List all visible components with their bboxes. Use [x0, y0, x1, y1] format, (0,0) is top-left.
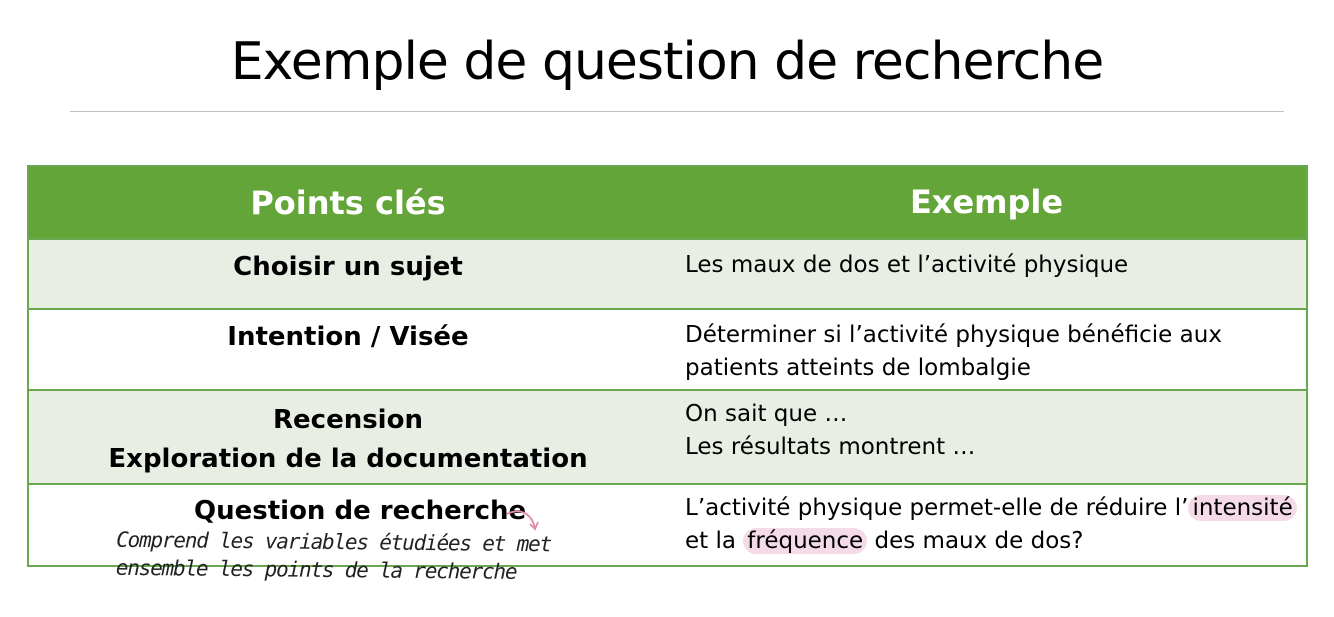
annotation-line: Comprend les variables étudiées et met	[116, 527, 552, 557]
example-line: Déterminer si l’activité physique bénéficie aux	[685, 322, 1222, 348]
example-line	[685, 525, 1306, 558]
header-exemple: Exemple	[909, 183, 1064, 221]
row-example	[667, 485, 1306, 565]
example-line: patients atteints de lombalgie	[685, 355, 1031, 381]
title-divider	[70, 111, 1284, 112]
key-points-table	[27, 165, 1308, 567]
table-row	[29, 308, 1306, 389]
row-key: Question de recherche	[194, 496, 527, 526]
row-example	[667, 310, 1306, 389]
example-line	[685, 492, 1306, 525]
row-key	[29, 391, 667, 483]
table-header-row	[29, 167, 1306, 238]
annotation-line: ensemble les points de la recherche	[115, 555, 517, 584]
row-example	[667, 240, 1306, 308]
table-row	[29, 238, 1306, 308]
row-key: Choisir un sujet	[233, 252, 463, 282]
row-key-line: Recension	[273, 405, 423, 435]
row-key: Intention / Visée	[227, 322, 469, 352]
handwritten-annotation	[116, 526, 551, 587]
header-points-cles: Points clés	[250, 183, 446, 222]
example-line: Les maux de dos et l’activité physique	[685, 252, 1129, 278]
example-line: On sait que …	[685, 401, 848, 427]
example-text: et la	[685, 528, 744, 554]
highlight-frequence: fréquence	[743, 528, 867, 554]
page-title: Exemple de question de recherche	[230, 32, 1104, 92]
row-example	[667, 391, 1306, 483]
table-row	[29, 389, 1306, 483]
example-line: Les résultats montrent …	[685, 434, 976, 460]
example-text: des maux de dos?	[867, 528, 1084, 554]
highlight-intensite: intensité	[1188, 495, 1296, 521]
row-key-line: Exploration de la documentation	[108, 444, 588, 474]
example-text: L’activité physique permet-elle de réduire l’	[685, 495, 1189, 521]
